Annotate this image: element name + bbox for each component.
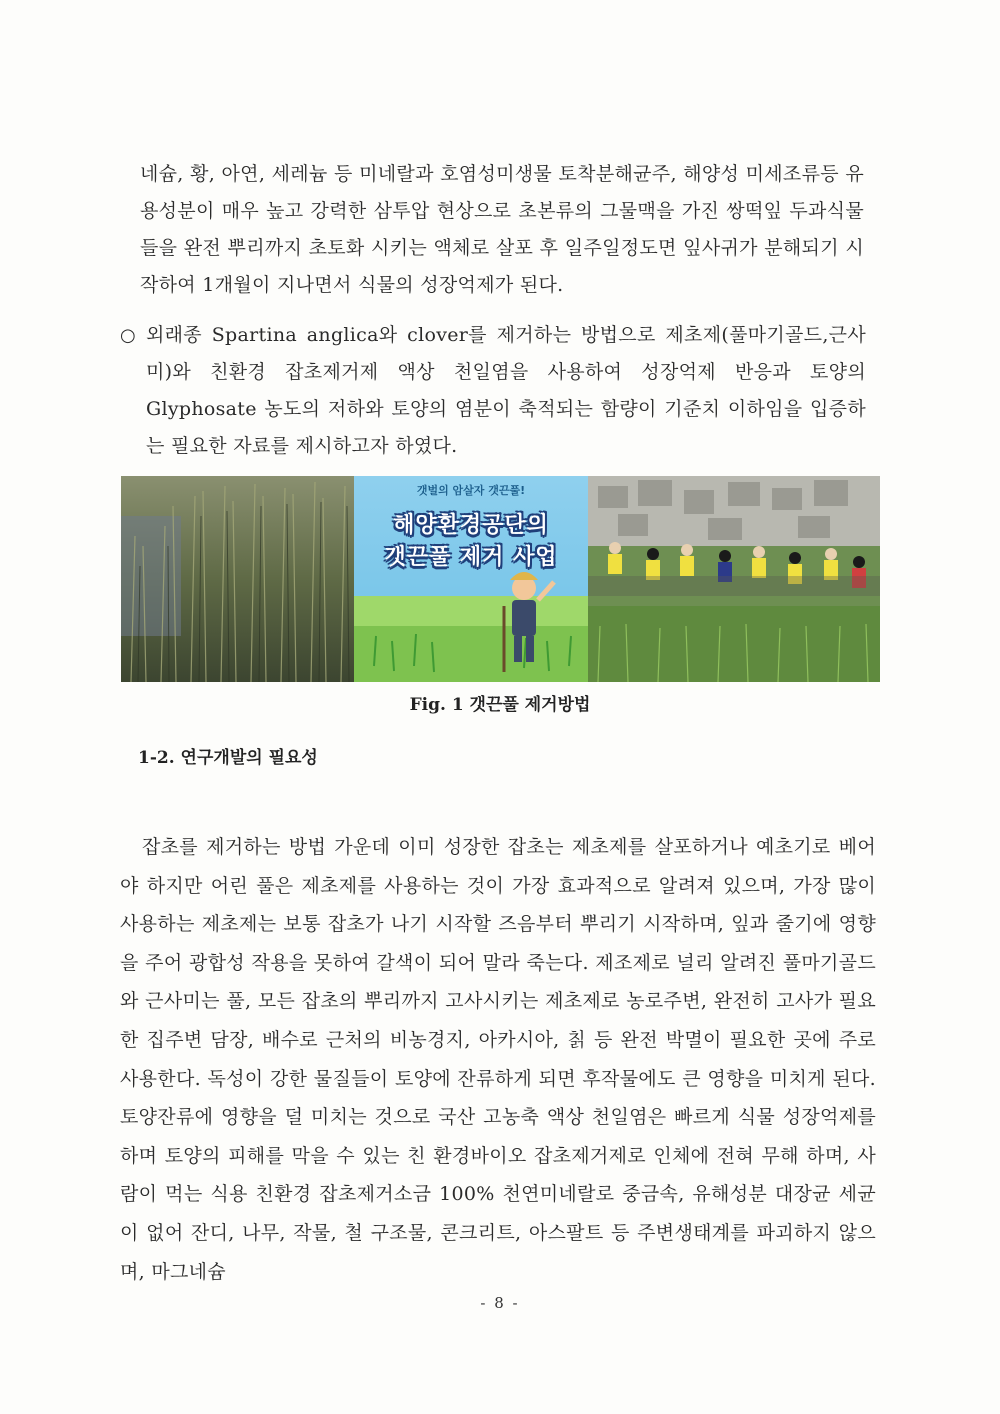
bullet-marker: ○ bbox=[120, 325, 136, 346]
banner-title-line-2: 갯끈풀 제거 사업 bbox=[384, 545, 558, 570]
paragraph-continuation: 네슘, 황, 아연, 세레늄 등 미네랄과 호염성미생물 토착분해균주, 해양성 미세조류등 유용성분이 매우 높고 강력한 삼투압 현상으로 초본류의 그물맥을 가진 쌍떡잎 두과식물들을 완전 뿌리까지 초토화 시키는 액체로 살포 후 일주일정도면 잎사귀가 분해되기 시작하여 1개월이 지나면서 식물의 성장억제가 된다. bbox=[140, 163, 864, 296]
banner-title-line-1: 해양환경공단의 bbox=[393, 513, 549, 538]
photo-salt-marsh-grass bbox=[121, 476, 354, 682]
section-heading: 1-2. 연구개발의 필요성 bbox=[138, 748, 318, 768]
body-paragraph: 잡초를 제거하는 방법 가운데 이미 성장한 잡초는 제초제를 살포하거나 예초기로 베어야 하지만 어린 풀은 제초제를 사용하는 것이 가장 효과적으로 알려져 있으며, 가장 많이 사용하는 제초제는 보통 잡초가 나기 시작할 즈음부터 뿌리기 시작하며, 잎과 줄기에 영향을 주어 광합성 작용을 못하여 갈색이 되어 말라 죽는다. 제조제로 널리 알려진 풀마기골드와 근사미는 풀, 모든 잡초의 뿌리까지 고사시키는 제초제로 농로주변, 완전히 고사가 필요한 집주변 담장, 배수로 근처의 비농경지, 아카시아, 칡 등 완전 박멸이 필요한 곳에 주로 사용한다. 독성이 강한 물질들이 토양에 잔류하게 되면 후작물에도 큰 영향을 미치게 된다. 토양잔류에 영향을 덜 미치는 것으로 국산 고농축 액상 천일염은 빠르게 식물 성장억제를 하며 토양의 피해를 막을 수 있는 친 환경바이오 잡초제거제로 인체에 전혀 무해 하며, 사람이 먹는 식용 친환경 잡초제거소금 100% 천연미네랄로 중금속, 유해성분 대장균 세균이 없어 잔디, 나무, 작물, 철 구조물, 콘크리트, 아스팔트 등 주변생태계를 파괴하지 않으며, 마그네슘 bbox=[120, 836, 876, 1283]
photo-workers-removing-grass bbox=[588, 476, 880, 682]
banner-tagline: 갯벌의 암살자 갯끈풀! bbox=[416, 484, 526, 497]
bullet-text: 외래종 Spartina anglica와 clover를 제거하는 방법으로 제초제(풀마기골드,근사미)와 친환경 잡초제거제 액상 천일염을 사용하여 성장억제 반응과 토양의 Glyphosate 농도의 저하와 토양의 염분이 축적되는 함량이 기준치 이하임을 입증하는 필요한 자료를 제시하고자 하였다. bbox=[146, 324, 866, 457]
page-number: - 8 - bbox=[480, 1294, 520, 1312]
banner-illustration bbox=[354, 476, 588, 682]
figure-spartina-removal bbox=[121, 476, 880, 682]
figure-caption: Fig. 1 갯끈풀 제거방법 bbox=[409, 695, 591, 715]
